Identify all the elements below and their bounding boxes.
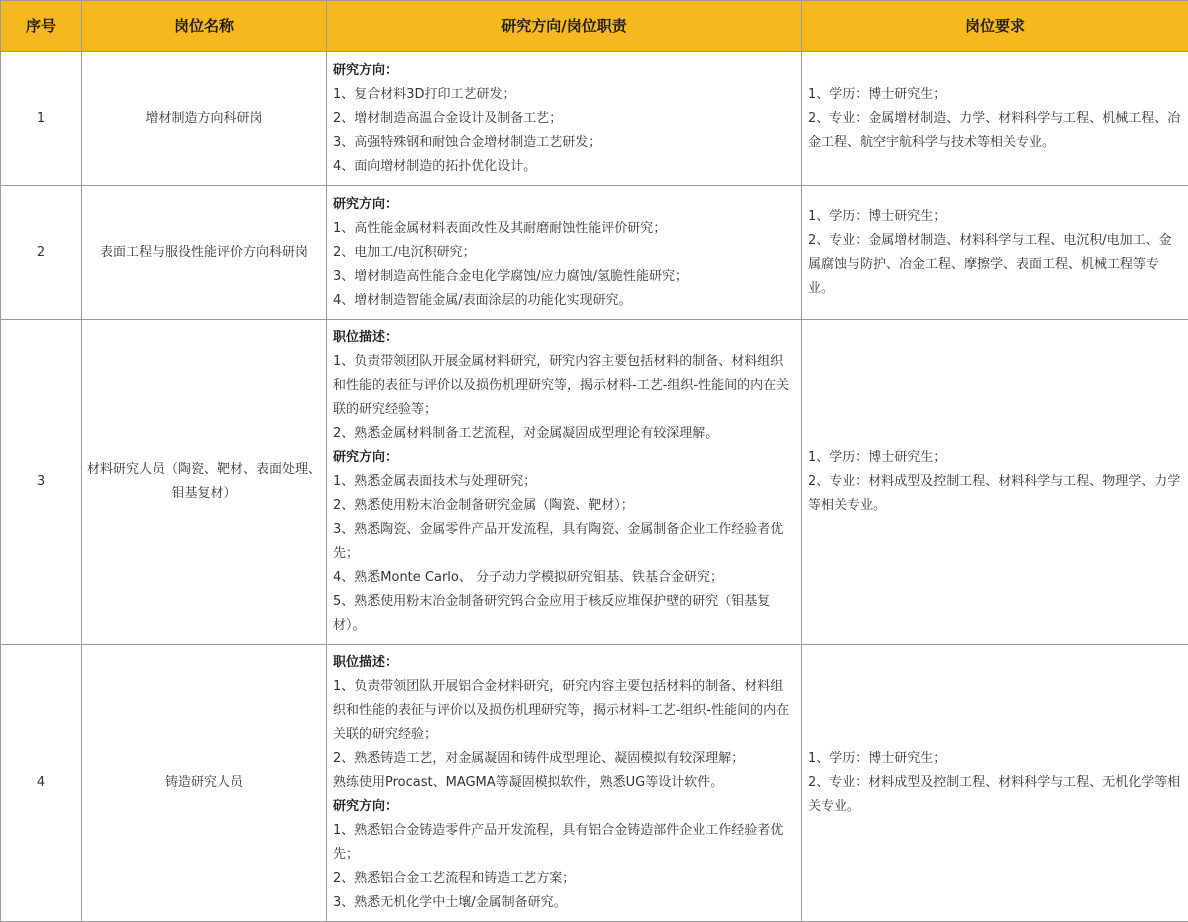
header-requirements: 岗位要求 <box>802 1 1188 52</box>
row-requirements <box>802 645 1188 922</box>
duty-line: 3、增材制造高性能合金电化学腐蚀/应力腐蚀/氢脆性能研究； <box>333 265 795 289</box>
duty-line: 1、复合材料3D打印工艺研发； <box>333 83 795 107</box>
requirement-line: 2、专业：金属增材制造、材料科学与工程、电沉积/电加工、金属腐蚀与防护、冶金工程、摩擦学、表面工程、机械工程等专业。 <box>808 229 1182 301</box>
row-no: 2 <box>1 186 82 320</box>
duty-line: 2、熟悉铝合金工艺流程和铸造工艺方案； <box>333 867 795 891</box>
row-no: 3 <box>1 320 82 645</box>
duty-heading: 研究方向： <box>333 59 795 83</box>
requirement-line: 1、学历：博士研究生； <box>808 205 1182 229</box>
row-duties <box>327 186 802 320</box>
duty-heading: 职位描述： <box>333 326 795 350</box>
header-title: 岗位名称 <box>82 1 327 52</box>
duty-line: 4、增材制造智能金属/表面涂层的功能化实现研究。 <box>333 289 795 313</box>
duty-line: 熟练使用Procast、MAGMA等凝固模拟软件，熟悉UG等设计软件。 <box>333 771 795 795</box>
requirement-line: 2、专业：金属增材制造、力学、材料科学与工程、机械工程、冶金工程、航空宇航科学与技术等相关专业。 <box>808 107 1182 155</box>
row-title: 材料研究人员（陶瓷、靶材、表面处理、钼基复材） <box>82 320 327 645</box>
duty-line: 1、熟悉铝合金铸造零件产品开发流程，具有铝合金铸造部件企业工作经验者优先； <box>333 819 795 867</box>
duty-heading: 研究方向： <box>333 193 795 217</box>
requirement-line: 2、专业：材料成型及控制工程、材料科学与工程、物理学、力学等相关专业。 <box>808 470 1182 518</box>
requirement-line: 1、学历：博士研究生； <box>808 83 1182 107</box>
duty-line: 3、熟悉陶瓷、金属零件产品开发流程，具有陶瓷、金属制备企业工作经验者优先； <box>333 518 795 566</box>
requirement-line: 2、专业：材料成型及控制工程、材料科学与工程、无机化学等相关专业。 <box>808 771 1182 819</box>
duty-line: 2、熟悉金属材料制备工艺流程，对金属凝固成型理论有较深理解。 <box>333 422 795 446</box>
row-title: 表面工程与服役性能评价方向科研岗 <box>82 186 327 320</box>
row-no: 4 <box>1 645 82 922</box>
duty-line: 4、面向增材制造的拓扑优化设计。 <box>333 155 795 179</box>
duty-line: 2、电加工/电沉积研究； <box>333 241 795 265</box>
row-title: 铸造研究人员 <box>82 645 327 922</box>
duty-line: 1、负责带领团队开展铝合金材料研究，研究内容主要包括材料的制备、材料组织和性能的表征与评价以及损伤机理研究等，揭示材料-工艺-组织-性能间的内在关联的研究经验； <box>333 675 795 747</box>
row-duties <box>327 52 802 186</box>
duty-heading: 研究方向： <box>333 446 795 470</box>
row-duties <box>327 645 802 922</box>
table-row <box>1 52 1188 186</box>
duty-line: 2、增材制造高温合金设计及制备工艺； <box>333 107 795 131</box>
row-title: 增材制造方向科研岗 <box>82 52 327 186</box>
duty-line: 2、熟悉使用粉末冶金制备研究金属（陶瓷、靶材）； <box>333 494 795 518</box>
duty-line: 3、熟悉无机化学中土壤/金属制备研究。 <box>333 891 795 915</box>
table-row <box>1 186 1188 320</box>
duty-heading: 研究方向： <box>333 795 795 819</box>
row-duties <box>327 320 802 645</box>
row-requirements <box>802 52 1188 186</box>
table-row <box>1 645 1188 922</box>
row-requirements <box>802 186 1188 320</box>
table-row <box>1 320 1188 645</box>
duty-line: 1、熟悉金属表面技术与处理研究； <box>333 470 795 494</box>
duty-line: 4、熟悉Monte Carlo、 分子动力学模拟研究钼基、铁基合金研究； <box>333 566 795 590</box>
row-no: 1 <box>1 52 82 186</box>
duty-line: 3、高强特殊钢和耐蚀合金增材制造工艺研发； <box>333 131 795 155</box>
header-duties: 研究方向/岗位职责 <box>327 1 802 52</box>
duty-heading: 职位描述： <box>333 651 795 675</box>
row-requirements <box>802 320 1188 645</box>
duty-line: 1、负责带领团队开展金属材料研究，研究内容主要包括材料的制备、材料组织和性能的表征与评价以及损伤机理研究等，揭示材料-工艺-组织-性能间的内在关联的研究经验等； <box>333 350 795 422</box>
requirement-line: 1、学历：博士研究生； <box>808 747 1182 771</box>
requirement-line: 1、学历：博士研究生； <box>808 446 1182 470</box>
header-no: 序号 <box>1 1 82 52</box>
duty-line: 1、高性能金属材料表面改性及其耐磨耐蚀性能评价研究； <box>333 217 795 241</box>
duty-line: 5、熟悉使用粉末冶金制备研究钨合金应用于核反应堆保护壁的研究（钼基复材）。 <box>333 590 795 638</box>
duty-line: 2、熟悉铸造工艺，对金属凝固和铸件成型理论、凝固模拟有较深理解； <box>333 747 795 771</box>
header-row <box>1 1 1188 52</box>
